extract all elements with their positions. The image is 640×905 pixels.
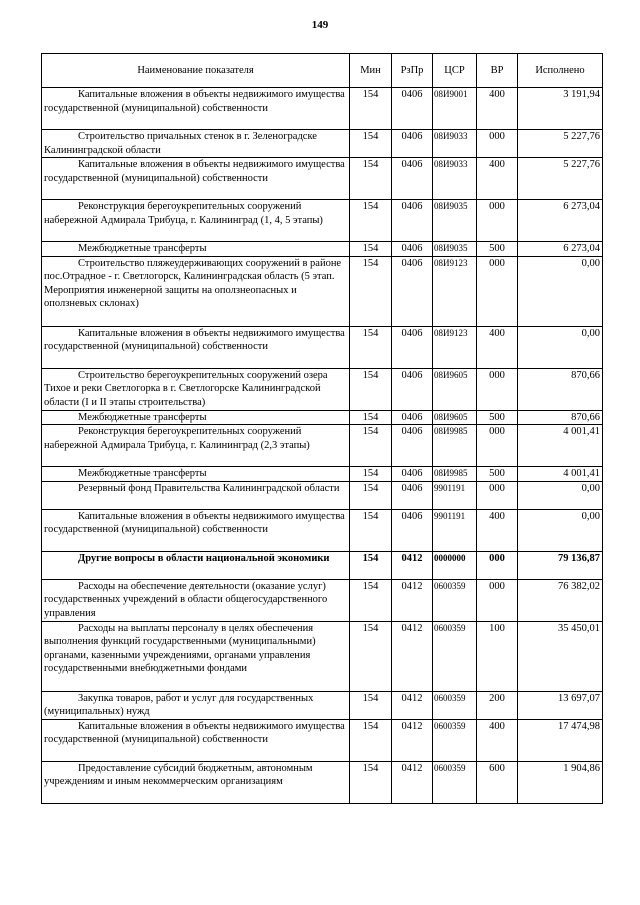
cell-name: Капитальные вложения в объекты недвижимого имущества государственной (муниципальной) собственности xyxy=(42,326,350,368)
cell-name: Строительство берегоукрепительных сооружений озера Тихое и реки Светлогорка в г. Светлогорске Калининградской области (I и II этапы строительства) xyxy=(42,368,350,410)
cell-csr: 08И9985 xyxy=(433,467,477,482)
cell-vr: 100 xyxy=(477,621,518,691)
cell-executed: 6 273,04 xyxy=(518,242,603,257)
cell-name: Реконструкция берегоукрепительных сооружений набережной Адмирала Трибуца, г. Калининград (2,3 этапы) xyxy=(42,425,350,467)
cell-name: Закупка товаров, работ и услуг для государственных (муниципальных) нужд xyxy=(42,691,350,719)
cell-executed: 0,00 xyxy=(518,509,603,551)
table-row xyxy=(42,130,603,158)
cell-name: Капитальные вложения в объекты недвижимого имущества государственной (муниципальной) собственности xyxy=(42,88,350,130)
cell-min: 154 xyxy=(350,621,392,691)
cell-min: 154 xyxy=(350,242,392,257)
table-row xyxy=(42,481,603,509)
cell-min: 154 xyxy=(350,410,392,425)
cell-rzpr: 0412 xyxy=(392,691,433,719)
cell-rzpr: 0412 xyxy=(392,621,433,691)
cell-rzpr: 0412 xyxy=(392,551,433,579)
cell-name: Реконструкция берегоукрепительных сооружений набережной Адмирала Трибуца, г. Калининград (1, 4, 5 этапы) xyxy=(42,200,350,242)
table-row xyxy=(42,200,603,242)
cell-name: Капитальные вложения в объекты недвижимого имущества государственной (муниципальной) собственности xyxy=(42,719,350,761)
cell-min: 154 xyxy=(350,467,392,482)
cell-vr: 500 xyxy=(477,410,518,425)
cell-rzpr: 0406 xyxy=(392,256,433,326)
cell-name: Резервный фонд Правительства Калининградской области xyxy=(42,481,350,509)
cell-min: 154 xyxy=(350,481,392,509)
cell-vr: 500 xyxy=(477,242,518,257)
cell-min: 154 xyxy=(350,200,392,242)
cell-min: 154 xyxy=(350,551,392,579)
table-row xyxy=(42,425,603,467)
cell-min: 154 xyxy=(350,691,392,719)
cell-name: Другие вопросы в области национальной экономики xyxy=(42,551,350,579)
cell-name: Межбюджетные трансферты xyxy=(42,242,350,257)
header-min: Мин xyxy=(350,54,392,88)
header-csr: ЦСР xyxy=(433,54,477,88)
cell-vr: 000 xyxy=(477,200,518,242)
cell-csr: 08И9001 xyxy=(433,88,477,130)
cell-csr: 08И9123 xyxy=(433,326,477,368)
cell-executed: 4 001,41 xyxy=(518,425,603,467)
cell-name: Капитальные вложения в объекты недвижимого имущества государственной (муниципальной) собственности xyxy=(42,158,350,200)
table-row xyxy=(42,256,603,326)
table-row xyxy=(42,691,603,719)
cell-csr: 9901191 xyxy=(433,509,477,551)
cell-min: 154 xyxy=(350,425,392,467)
cell-csr: 08И9605 xyxy=(433,368,477,410)
table-row xyxy=(42,761,603,803)
cell-executed: 1 904,86 xyxy=(518,761,603,803)
table-row xyxy=(42,579,603,621)
cell-name: Расходы на выплаты персоналу в целях обеспечения выполнения функций государственными (муниципальными) органами, казенными учреждениями, органами управления государственными внебюджетными фондами xyxy=(42,621,350,691)
page-number: 149 xyxy=(311,19,329,31)
cell-name: Межбюджетные трансферты xyxy=(42,467,350,482)
cell-vr: 200 xyxy=(477,691,518,719)
cell-csr: 0000000 xyxy=(433,551,477,579)
cell-vr: 500 xyxy=(477,467,518,482)
cell-executed: 5 227,76 xyxy=(518,130,603,158)
table-header-row xyxy=(42,54,603,88)
cell-csr: 08И9123 xyxy=(433,256,477,326)
cell-min: 154 xyxy=(350,719,392,761)
cell-rzpr: 0406 xyxy=(392,200,433,242)
cell-rzpr: 0406 xyxy=(392,88,433,130)
cell-csr: 0600359 xyxy=(433,719,477,761)
cell-min: 154 xyxy=(350,761,392,803)
cell-rzpr: 0412 xyxy=(392,579,433,621)
cell-rzpr: 0406 xyxy=(392,509,433,551)
cell-executed: 4 001,41 xyxy=(518,467,603,482)
cell-executed: 0,00 xyxy=(518,481,603,509)
cell-rzpr: 0406 xyxy=(392,425,433,467)
cell-csr: 0600359 xyxy=(433,579,477,621)
cell-rzpr: 0406 xyxy=(392,481,433,509)
cell-executed: 870,66 xyxy=(518,368,603,410)
header-vr: ВР xyxy=(477,54,518,88)
table-row xyxy=(42,368,603,410)
cell-name: Строительство пляжеудерживающих сооружений в районе пос.Отрадное - г. Светлогорск, Калининградская область (5 этап. Мероприятия инженерной защиты на оползнеопасных и оползневых склонах) xyxy=(42,256,350,326)
table-row xyxy=(42,158,603,200)
cell-vr: 600 xyxy=(477,761,518,803)
table-row xyxy=(42,551,603,579)
cell-csr: 9901191 xyxy=(433,481,477,509)
cell-executed: 35 450,01 xyxy=(518,621,603,691)
cell-executed: 0,00 xyxy=(518,256,603,326)
cell-rzpr: 0406 xyxy=(392,368,433,410)
cell-min: 154 xyxy=(350,130,392,158)
cell-name: Межбюджетные трансферты xyxy=(42,410,350,425)
cell-rzpr: 0406 xyxy=(392,410,433,425)
table-row xyxy=(42,467,603,482)
cell-csr: 08И9035 xyxy=(433,242,477,257)
cell-executed: 3 191,94 xyxy=(518,88,603,130)
cell-rzpr: 0406 xyxy=(392,130,433,158)
cell-executed: 0,00 xyxy=(518,326,603,368)
cell-executed: 79 136,87 xyxy=(518,551,603,579)
cell-vr: 400 xyxy=(477,719,518,761)
cell-csr: 08И9985 xyxy=(433,425,477,467)
cell-rzpr: 0406 xyxy=(392,242,433,257)
table-row xyxy=(42,326,603,368)
cell-vr: 400 xyxy=(477,326,518,368)
cell-vr: 000 xyxy=(477,256,518,326)
cell-vr: 000 xyxy=(477,551,518,579)
table-row xyxy=(42,410,603,425)
cell-min: 154 xyxy=(350,579,392,621)
cell-name: Строительство причальных стенок в г. Зеленоградске Калининградской области xyxy=(42,130,350,158)
cell-csr: 0600359 xyxy=(433,621,477,691)
table-row xyxy=(42,621,603,691)
cell-min: 154 xyxy=(350,509,392,551)
cell-min: 154 xyxy=(350,88,392,130)
cell-name: Капитальные вложения в объекты недвижимого имущества государственной (муниципальной) собственности xyxy=(42,509,350,551)
cell-csr: 08И9033 xyxy=(433,158,477,200)
cell-csr: 0600359 xyxy=(433,691,477,719)
cell-csr: 08И9033 xyxy=(433,130,477,158)
cell-vr: 000 xyxy=(477,481,518,509)
cell-name: Расходы на обеспечение деятельности (оказание услуг) государственных учреждений в области общегосударственного управления xyxy=(42,579,350,621)
cell-rzpr: 0412 xyxy=(392,719,433,761)
cell-csr: 0600359 xyxy=(433,761,477,803)
cell-csr: 08И9035 xyxy=(433,200,477,242)
table-row xyxy=(42,242,603,257)
cell-vr: 000 xyxy=(477,425,518,467)
cell-rzpr: 0406 xyxy=(392,158,433,200)
table-row xyxy=(42,719,603,761)
cell-name: Предоставление субсидий бюджетным, автономным учреждениям и иным некоммерческим организациям xyxy=(42,761,350,803)
cell-rzpr: 0412 xyxy=(392,761,433,803)
cell-min: 154 xyxy=(350,158,392,200)
cell-min: 154 xyxy=(350,326,392,368)
cell-csr: 08И9605 xyxy=(433,410,477,425)
cell-vr: 400 xyxy=(477,509,518,551)
cell-vr: 000 xyxy=(477,130,518,158)
header-executed: Исполнено xyxy=(518,54,603,88)
cell-executed: 6 273,04 xyxy=(518,200,603,242)
cell-executed: 13 697,07 xyxy=(518,691,603,719)
cell-executed: 17 474,98 xyxy=(518,719,603,761)
cell-min: 154 xyxy=(350,256,392,326)
cell-vr: 400 xyxy=(477,88,518,130)
cell-executed: 76 382,02 xyxy=(518,579,603,621)
table-row xyxy=(42,88,603,130)
cell-vr: 000 xyxy=(477,579,518,621)
cell-vr: 000 xyxy=(477,368,518,410)
cell-executed: 5 227,76 xyxy=(518,158,603,200)
budget-table xyxy=(41,53,603,804)
table-body xyxy=(42,88,603,804)
cell-rzpr: 0406 xyxy=(392,467,433,482)
cell-rzpr: 0406 xyxy=(392,326,433,368)
header-name: Наименование показателя xyxy=(42,54,350,88)
cell-vr: 400 xyxy=(477,158,518,200)
table-row xyxy=(42,509,603,551)
cell-min: 154 xyxy=(350,368,392,410)
header-rzpr: РзПр xyxy=(392,54,433,88)
cell-executed: 870,66 xyxy=(518,410,603,425)
